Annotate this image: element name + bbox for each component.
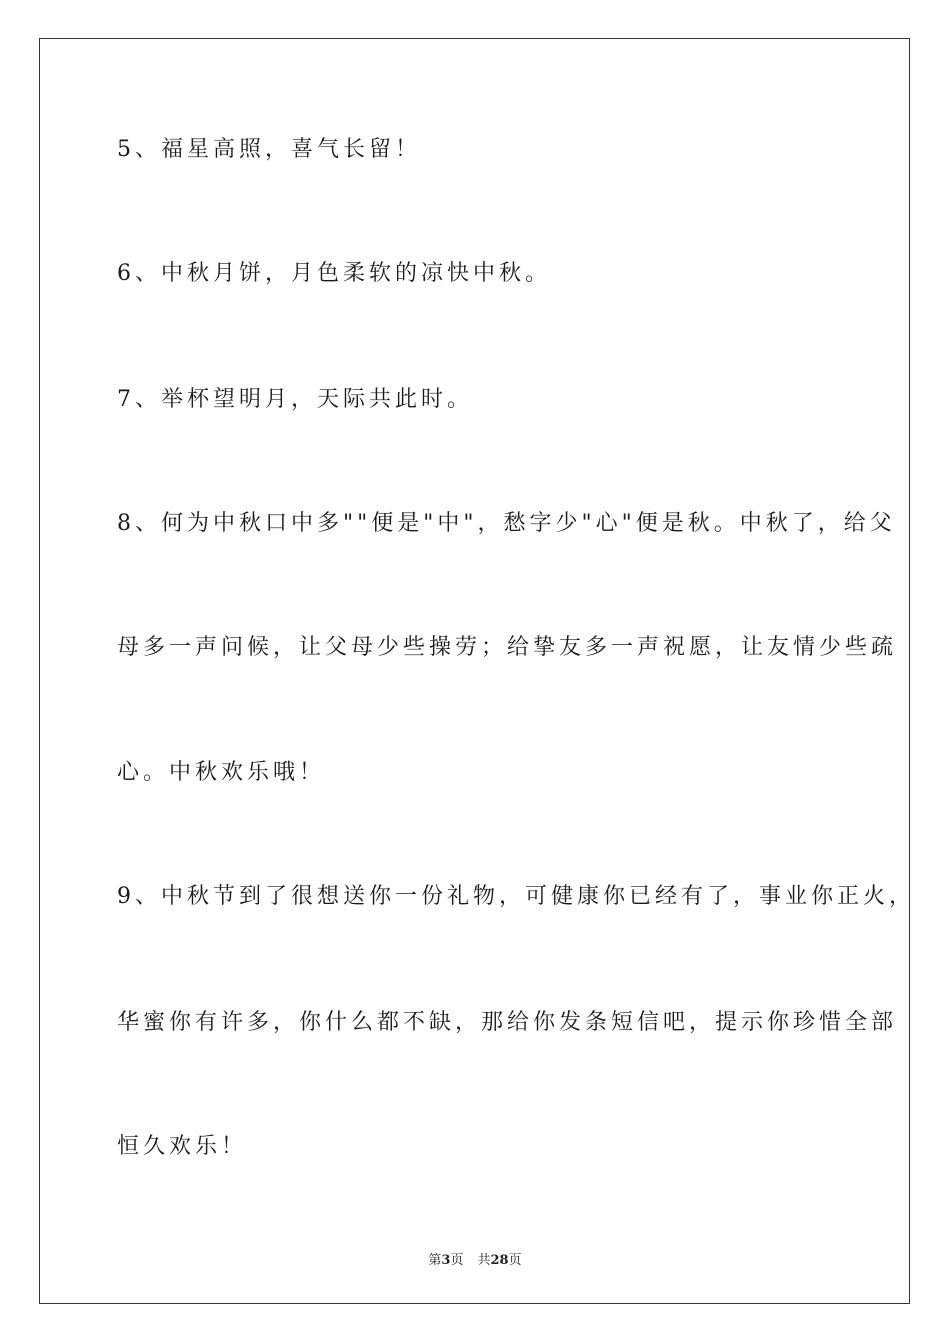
footer-total-prefix: 共	[477, 1253, 491, 1268]
text-line-9: 恒久欢乐！	[117, 1134, 248, 1159]
footer-page-suffix: 页	[450, 1253, 464, 1268]
text-line-2: 6、中秋月饼，月色柔软的凉快中秋。	[117, 261, 551, 286]
page-border	[39, 38, 910, 1304]
text-line-3: 7、举杯望明月，天际共此时。	[117, 387, 473, 412]
text-line-8: 华蜜你有许多，你什么都不缺，那给你发条短信吧，提示你珍惜全部	[117, 1010, 898, 1035]
footer-total-number: 28	[490, 1253, 509, 1268]
text-line-1: 5、福星高照，喜气长留！	[117, 137, 421, 162]
text-line-7: 9、中秋节到了很想送你一份礼物，可健康你已经有了，事业你正火，	[117, 884, 915, 909]
footer-total-suffix: 页	[508, 1253, 522, 1268]
text-line-4: 8、何为中秋口中多""便是"中"，愁字少"心"便是秋。中秋了，给父	[117, 511, 896, 536]
footer-page-prefix: 第	[428, 1253, 442, 1268]
page-footer	[0, 1249, 950, 1268]
footer-page-number: 3	[441, 1253, 451, 1268]
text-line-6: 心。中秋欢乐哦！	[117, 760, 326, 785]
text-line-5: 母多一声问候，让父母少些操劳；给挚友多一声祝愿，让友情少些疏	[117, 635, 898, 660]
